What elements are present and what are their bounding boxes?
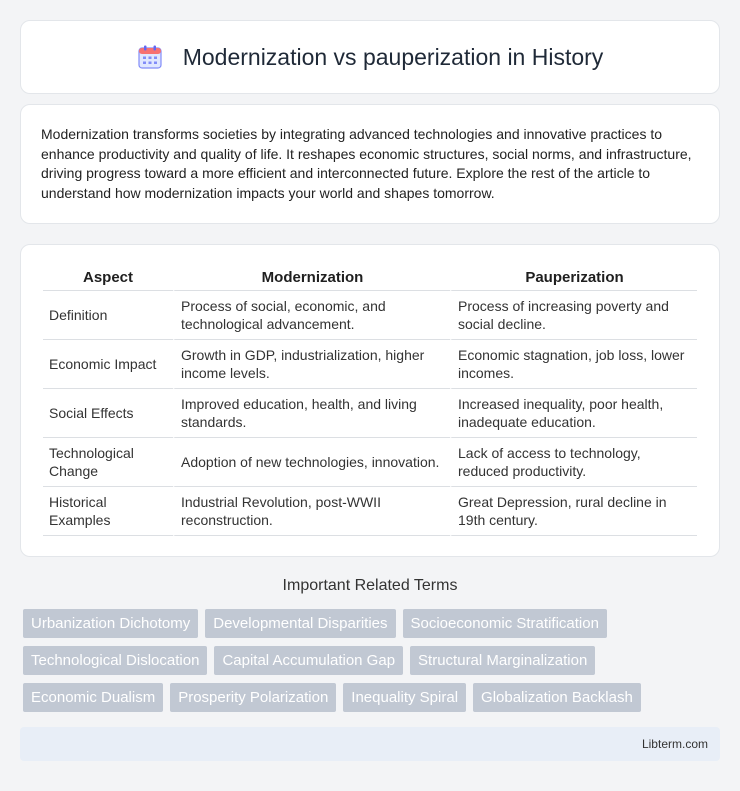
related-term-tag[interactable]: Urbanization Dichotomy [23,609,198,638]
related-term-tag[interactable]: Structural Marginalization [410,646,595,675]
header-card [20,20,720,94]
intro-text: Modernization transforms societies by integrating advanced technologies and innovative practices to enhance productivity and quality of life. It reshapes economic structures, social norms, and infrastructure, driving progress toward a more efficient and interconnected future. Explore the rest of the article to understand how modernization impacts your world and shapes tomorrow. [41,126,692,201]
related-terms [23,609,723,720]
footer [20,727,720,761]
tag-row [23,683,723,712]
comparison-card [20,244,720,557]
table-header-row [43,265,697,291]
table-row [43,340,697,389]
calendar-icon [137,44,163,70]
row-aspect: Technological Change [43,438,173,487]
header-modernization: Modernization [173,265,450,291]
related-terms-heading: Important Related Terms [282,577,458,594]
row-modernization: Adoption of new technologies, innovation. [173,438,450,487]
row-pauperization: Lack of access to technology, reduced productivity. [450,438,697,487]
related-term-tag[interactable]: Technological Dislocation [23,646,207,675]
row-aspect: Social Effects [43,389,173,438]
row-aspect: Historical Examples [43,487,173,536]
row-modernization: Process of social, economic, and technological advancement. [173,291,450,340]
related-term-tag[interactable]: Capital Accumulation Gap [214,646,403,675]
header-pauperization: Pauperization [450,265,697,291]
comparison-table [43,265,697,536]
row-modernization: Industrial Revolution, post-WWII reconstruction. [173,487,450,536]
related-term-tag[interactable]: Globalization Backlash [473,683,641,712]
row-pauperization: Great Depression, rural decline in 19th century. [450,487,697,536]
header-aspect: Aspect [43,265,173,291]
table-row [43,291,697,340]
row-pauperization: Process of increasing poverty and social decline. [450,291,697,340]
row-modernization: Growth in GDP, industrialization, higher income levels. [173,340,450,389]
row-modernization: Improved education, health, and living standards. [173,389,450,438]
footer-brand-link[interactable]: Libterm.com [641,737,708,751]
related-term-tag[interactable]: Developmental Disparities [205,609,395,638]
row-pauperization: Increased inequality, poor health, inadequate education. [450,389,697,438]
table-row [43,487,697,536]
table-row [43,389,697,438]
related-term-tag[interactable]: Socioeconomic Stratification [403,609,607,638]
related-term-tag[interactable]: Prosperity Polarization [170,683,336,712]
related-term-tag[interactable]: Inequality Spiral [343,683,466,712]
row-pauperization: Economic stagnation, job loss, lower incomes. [450,340,697,389]
tag-row [23,609,723,638]
table-row [43,438,697,487]
row-aspect: Economic Impact [43,340,173,389]
tag-row [23,646,723,675]
page-title: Modernization vs pauperization in History [182,43,604,70]
related-term-tag[interactable]: Economic Dualism [23,683,163,712]
row-aspect: Definition [43,291,173,340]
intro-card [20,104,720,224]
